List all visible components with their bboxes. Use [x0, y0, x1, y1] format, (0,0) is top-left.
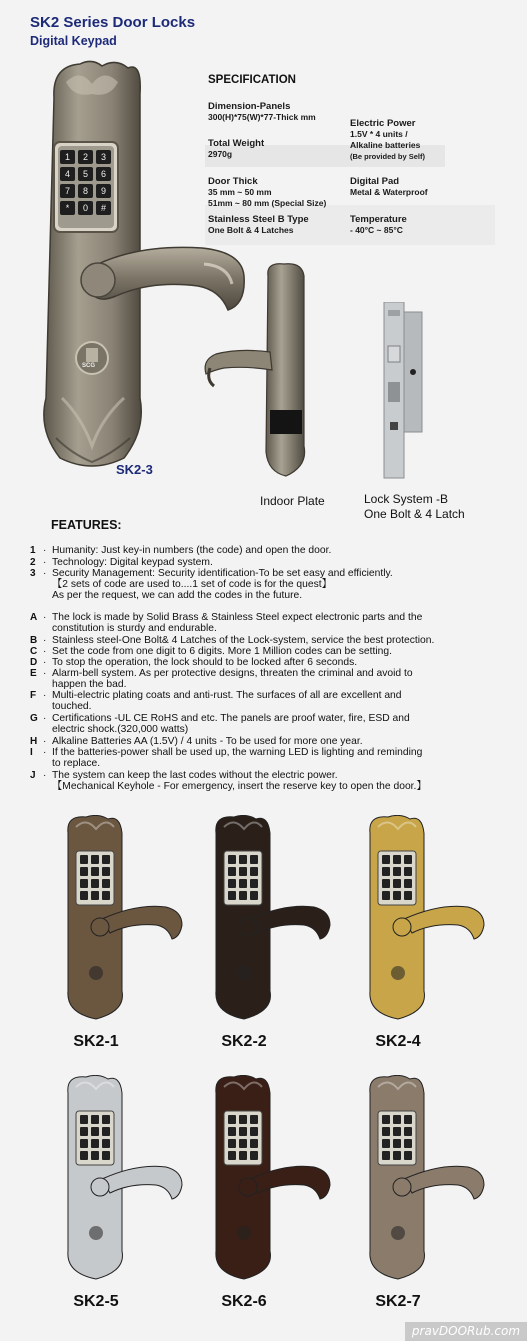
variant-label: SK2-1 [73, 1033, 119, 1050]
lock-system-subtitle: One Bolt & 4 Latch [364, 507, 465, 521]
keypad-key [228, 879, 236, 888]
spec-weight [208, 138, 264, 160]
brand-logo-text: SCG [82, 363, 96, 369]
spec-power [350, 118, 425, 162]
feature-text: Humanity: Just key-in numbers (the code) and open the door. [52, 545, 332, 556]
spec-dimension [208, 101, 316, 123]
keypad-key [91, 1127, 99, 1136]
keypad-key [228, 855, 236, 864]
spec-label: Dimension-Panels [208, 101, 291, 112]
feature-text: Technology: Digital keypad system. [52, 557, 213, 568]
keypad-key: * [60, 201, 75, 215]
keypad-key [393, 867, 401, 876]
keypad-key [404, 1139, 412, 1148]
feature-item: H · Alkaline Batteries AA (1.5V) / 4 units - To be used for more one year. [30, 736, 500, 747]
indoor-plate-caption: Indoor Plate [260, 494, 325, 508]
feature-item: G · Certifications -UL CE RoHS and etc. The panels are proof water, fire, ESD and electric shock.(320,000 watts) [30, 713, 410, 735]
variant-lock [196, 1075, 346, 1280]
feature-text: 【2 sets of code are used to....1 set of code is for the quest】 [52, 579, 332, 590]
spec-value: 51mm ~ 80 mm (Special Size) [208, 198, 327, 208]
keypad-key [250, 1151, 258, 1160]
variant-lock-image [350, 1075, 500, 1280]
spec-value: Metal & Waterproof [350, 187, 428, 197]
spec-value: 1.5V * 4 units / [350, 129, 408, 139]
feature-text: happen the bad. [52, 679, 127, 690]
lock-system-image [368, 302, 428, 482]
keypad-key [404, 867, 412, 876]
variant-lock-image [196, 815, 346, 1020]
feature-marker: J [30, 770, 36, 781]
keypad-key [91, 855, 99, 864]
keypad-key [393, 1115, 401, 1124]
keypad-key: # [96, 201, 111, 215]
feature-text: to replace. [52, 758, 101, 769]
keypad-key: 8 [78, 184, 93, 198]
keypad-key [393, 1139, 401, 1148]
variant-lock [48, 815, 198, 1020]
feature-text: Alarm-bell system. As per protective designs, threaten the criminal and avoid to [52, 668, 413, 679]
keypad-key [404, 891, 412, 900]
page-title: SK2 Series Door Locks [30, 14, 196, 31]
variant-lock-image [350, 815, 500, 1020]
keypad-key [239, 1139, 247, 1148]
feature-text: Alkaline Batteries AA (1.5V) / 4 units - To be used for more one year. [52, 736, 363, 747]
keypad-key [102, 1127, 110, 1136]
keypad-key [102, 1139, 110, 1148]
feature-item: C · Set the code from one digit to 6 digits. More 1 Million codes can be setting. [30, 646, 500, 657]
keypad-key [228, 867, 236, 876]
feature-item: B · Stainless steel-One Bolt& 4 Latches of the Lock-system, service the best protection. [30, 635, 500, 646]
feature-marker: I [30, 747, 33, 758]
keypad-key [382, 1115, 390, 1124]
keypad-key [404, 1151, 412, 1160]
keypad-key: 2 [78, 150, 93, 164]
feature-text: Multi-electric plating coats and anti-rust. The surfaces of all are excellent and [52, 690, 402, 701]
keypad-key [102, 1151, 110, 1160]
variant-lock-image [196, 1075, 346, 1280]
spec-value: 300(H)*75(W)*77-Thick mm [208, 112, 316, 122]
keypad-key [102, 1115, 110, 1124]
keypad-key [382, 1139, 390, 1148]
keypad-key [393, 1127, 401, 1136]
keypad-key [393, 891, 401, 900]
main-model-label: SK2-3 [116, 462, 153, 477]
spec-door-thick [208, 176, 326, 209]
lock-system-title: Lock System -B [364, 492, 449, 506]
keypad-key [250, 867, 258, 876]
keypad-key [91, 867, 99, 876]
keypad-key [382, 891, 390, 900]
spec-value: One Bolt & 4 Latches [208, 225, 294, 235]
feature-item: E · Alarm-bell system. As per protective designs, threaten the criminal and avoid to happen the bad. [30, 668, 413, 690]
variant-lock [350, 1075, 500, 1280]
keypad-key [80, 1139, 88, 1148]
keypad-key [102, 855, 110, 864]
feature-item: I · If the batteries-power shall be used up, the warning LED is lighting and reminding to replace. [30, 747, 423, 769]
keypad-key [382, 1127, 390, 1136]
variant-lock-image [48, 1075, 198, 1280]
keypad-key [404, 855, 412, 864]
keypad-key [91, 891, 99, 900]
keypad-key [404, 1127, 412, 1136]
variant-lock [196, 815, 346, 1020]
spec-label: Stainless Steel B Type [208, 214, 309, 225]
lock-system-caption [364, 492, 465, 522]
keypad-key [404, 879, 412, 888]
feature-marker: D [30, 657, 38, 668]
feature-item: 2 · Technology: Digital keypad system. [30, 557, 500, 568]
feature-item: F · Multi-electric plating coats and anti-rust. The surfaces of all are excellent and touched. [30, 690, 402, 712]
keypad-key [382, 879, 390, 888]
keypad-key [382, 1151, 390, 1160]
keypad-key: 5 [78, 167, 93, 181]
variant-label: SK2-5 [73, 1293, 119, 1310]
keypad-key [250, 1139, 258, 1148]
keypad-key [102, 867, 110, 876]
feature-marker: A [30, 612, 38, 623]
keypad-key [80, 891, 88, 900]
keypad-key [239, 1115, 247, 1124]
watermark: pravDOORub.com [405, 1322, 527, 1341]
variant-lock [48, 1075, 198, 1280]
feature-text: The system can keep the last codes without the electric power. [52, 770, 338, 781]
keypad-key [239, 891, 247, 900]
keypad-key [393, 879, 401, 888]
keypad-key [91, 1151, 99, 1160]
spec-label: Door Thick [208, 176, 258, 187]
keypad-key: 7 [60, 184, 75, 198]
variant-label: SK2-7 [375, 1293, 421, 1310]
spec-label: Temperature [350, 214, 407, 225]
keypad-key [91, 879, 99, 888]
keypad-key [102, 879, 110, 888]
spec-pad [350, 176, 428, 198]
variant-lock [350, 815, 500, 1020]
variant-label: SK2-4 [375, 1033, 421, 1050]
keypad-key [250, 891, 258, 900]
keypad-key [80, 1151, 88, 1160]
feature-marker: 3 [30, 568, 36, 579]
page-subtitle: Digital Keypad [30, 34, 117, 48]
spec-value: 35 mm ~ 50 mm [208, 187, 272, 197]
keypad-key [91, 1115, 99, 1124]
spec-steel [208, 214, 309, 236]
feature-text: Set the code from one digit to 6 digits. More 1 Million codes can be setting. [52, 646, 392, 657]
spec-note: (Be provided by Self) [350, 152, 426, 161]
keypad-key: 3 [96, 150, 111, 164]
keypad-key: 1 [60, 150, 75, 164]
keypad-key [80, 855, 88, 864]
keypad-key [228, 1151, 236, 1160]
keypad-key [239, 855, 247, 864]
feature-text: Stainless steel-One Bolt& 4 Latches of the Lock-system, service the best protection. [52, 635, 435, 646]
spec-temperature [350, 214, 407, 236]
variant-label: SK2-2 [221, 1033, 267, 1050]
feature-marker: 1 [30, 545, 36, 556]
feature-text: Security Management: Security identification-To be set easy and efficiently. [52, 568, 393, 579]
keypad-key [80, 867, 88, 876]
keypad-key [80, 1115, 88, 1124]
feature-marker: E [30, 668, 37, 679]
keypad-key: 9 [96, 184, 111, 198]
keypad-key [80, 879, 88, 888]
keypad-key: 6 [96, 167, 111, 181]
feature-marker: B [30, 635, 38, 646]
features-title: FEATURES: [51, 518, 122, 532]
keypad-key [250, 1127, 258, 1136]
indoor-plate-image [200, 262, 320, 482]
keypad-key [393, 855, 401, 864]
keypad-key [404, 1115, 412, 1124]
spec-label: Electric Power [350, 118, 416, 129]
keypad-key [228, 1115, 236, 1124]
main-keypad [60, 150, 112, 215]
keypad-key [80, 1127, 88, 1136]
feature-text: As per the request, we can add the codes in the future. [52, 590, 303, 601]
variant-lock-image [48, 815, 198, 1020]
keypad-key: 0 [78, 201, 93, 215]
keypad-key [228, 1127, 236, 1136]
keypad-key [393, 1151, 401, 1160]
spec-value: Alkaline batteries [350, 140, 421, 150]
keypad-key [239, 867, 247, 876]
feature-marker: F [30, 690, 37, 701]
keypad-key [250, 855, 258, 864]
feature-text: touched. [52, 701, 92, 712]
keypad-key [239, 879, 247, 888]
keypad-key [102, 891, 110, 900]
keypad-key [91, 1139, 99, 1148]
feature-marker: C [30, 646, 38, 657]
keypad-key: 4 [60, 167, 75, 181]
feature-text: 【Mechanical Keyhole - For emergency, insert the reserve key to open the door.】 [52, 781, 427, 792]
feature-text: To stop the operation, the lock should to be locked after 6 seconds. [52, 657, 358, 668]
spec-label: Digital Pad [350, 176, 400, 187]
spec-value: - 40°C ~ 85°C [350, 225, 403, 235]
feature-marker: 2 [30, 557, 36, 568]
keypad-key [250, 1115, 258, 1124]
keypad-key [250, 879, 258, 888]
feature-item: A · The lock is made by Solid Brass & Stainless Steel expect electronic parts and the constitution is sturdy and endurable. [30, 612, 423, 634]
feature-marker: G [30, 713, 38, 724]
feature-item: 3 · Security Management: Security identification-To be set easy and efficiently. 【2 sets of code are used to....1 set of code is for the quest】 As per the request, we can add the codes in the future. [30, 568, 393, 601]
variant-label: SK2-6 [221, 1293, 267, 1310]
feature-text: If the batteries-power shall be used up, the warning LED is lighting and reminding [52, 747, 423, 758]
feature-text: electric shock.(320,000 watts) [52, 724, 189, 735]
feature-item: 1 · Humanity: Just key-in numbers (the code) and open the door. [30, 545, 500, 556]
keypad-key [382, 867, 390, 876]
feature-text: The lock is made by Solid Brass & Stainless Steel expect electronic parts and the [52, 612, 423, 623]
spec-value: 2970g [208, 149, 233, 159]
feature-text: Certifications -UL CE RoHS and etc. The panels are proof water, fire, ESD and [52, 713, 410, 724]
keypad-key [239, 1151, 247, 1160]
keypad-key [239, 1127, 247, 1136]
feature-marker: H [30, 736, 38, 747]
feature-item: J · The system can keep the last codes without the electric power. 【Mechanical Keyhole - For emergency, insert the reserve key to open the door.】 [30, 770, 427, 792]
spec-label: Total Weight [208, 138, 265, 149]
keypad-key [228, 891, 236, 900]
spec-title: SPECIFICATION [208, 74, 296, 86]
keypad-key [228, 1139, 236, 1148]
feature-text: constitution is sturdy and endurable. [52, 623, 217, 634]
keypad-key [382, 855, 390, 864]
feature-item: D · To stop the operation, the lock should to be locked after 6 seconds. [30, 657, 500, 668]
